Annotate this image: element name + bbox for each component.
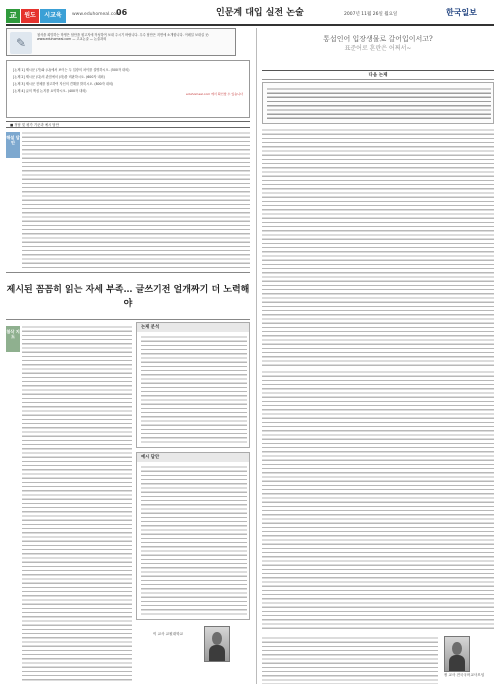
logo-part-3: 시교육 <box>40 9 66 23</box>
analysis-text <box>141 335 247 445</box>
answer-body <box>22 131 250 269</box>
body-text-lines <box>267 87 491 121</box>
right-section-label: 다음 논제 <box>262 70 494 80</box>
section-title: 인문계 대입 실전 논술 <box>216 8 304 18</box>
topics-box <box>6 60 250 118</box>
author-photo-right <box>444 636 470 672</box>
section-tag-review: 첨삭 지도 <box>6 326 20 352</box>
topic-row: [논제 1] 제시문 (가)와 (나)에서 보이는 두 입장의 차이를 설명하시오. (500자 내외) <box>13 68 130 72</box>
analysis-panel-title: 논제 분석 <box>137 323 249 332</box>
body-text-lines <box>141 335 247 445</box>
teaser-line-1: 통섭인어 입장생물로 갈어입이서고? <box>323 35 433 43</box>
page-number: 06 <box>116 8 128 17</box>
topic-row: [논제 3] 제시문 전체를 참고하여 자신의 견해를 밝히시오. (800자 내외) <box>13 82 114 86</box>
right-topic-text <box>267 87 491 121</box>
column-rule <box>256 28 257 684</box>
right-lower-body <box>262 370 494 632</box>
body-text-lines <box>262 636 438 684</box>
notice-box <box>6 28 236 56</box>
logo-part-2: 원도 <box>21 9 39 23</box>
topic-source: eduhomeal.com 에서 확인할 수 있습니다 <box>186 92 243 96</box>
right-topic-box <box>262 82 494 124</box>
newspaper-logo <box>6 8 68 24</box>
header-rule <box>6 24 494 26</box>
right-closing-body <box>262 636 438 684</box>
logo-part-1: 교 <box>6 9 20 23</box>
example-panel-title: 예시 답안 <box>137 453 249 462</box>
byline-left: 이 교사 교원대학교 <box>152 632 184 636</box>
body-text-lines <box>262 128 494 366</box>
example-panel <box>136 452 250 620</box>
notice-text: 첨삭을 희망하는 학생은 답안을 원고지에 작성하여 보내 주시기 바랍니다. 우수 답안은 지면에 소개합니다. 이메일 보내실 곳: www.eduhomeal.com — 고교논술 — 논술과외 <box>37 33 210 42</box>
example-text <box>141 465 247 617</box>
teaser-line-2: 표준어로 혼란은 어쩌서~ <box>344 45 412 52</box>
answer-bar: ■ 정답 및 평가 기준과 예시 답안 <box>6 121 250 128</box>
body-text-lines <box>22 325 132 683</box>
site-url: www.eduhomeal.com <box>72 12 121 17</box>
body-text-lines <box>262 370 494 632</box>
byline-right: 정 교사 전국국어교사모임 <box>443 673 485 677</box>
publication-date: 2007년 11월 26일 월요일 <box>344 12 398 17</box>
body-text-lines <box>22 131 250 269</box>
body-text-lines <box>141 465 247 617</box>
pencil-icon: ✎ <box>10 32 32 54</box>
main-headline: 제시된 꼼꼼히 읽는 자세 부족… 글쓰기전 얼개짜기 더 노력해야 <box>6 285 250 309</box>
analysis-panel <box>136 322 250 448</box>
topic-row: [논제 2] 제시문 (다)의 관점에서 (라)를 비판하시오. (600자 내외) <box>13 75 105 79</box>
author-photo-left <box>204 626 230 662</box>
headline-box <box>6 272 250 320</box>
right-column-body <box>262 128 494 366</box>
topic-row: [논제 4] 글의 핵심 논지를 요약하시오. (400자 내외) <box>13 89 87 93</box>
paper-name: 한국일보 <box>446 7 477 17</box>
review-body-1 <box>22 325 132 683</box>
section-tag-answer: 해설 답안 <box>6 132 20 158</box>
next-topic-teaser <box>262 28 494 70</box>
